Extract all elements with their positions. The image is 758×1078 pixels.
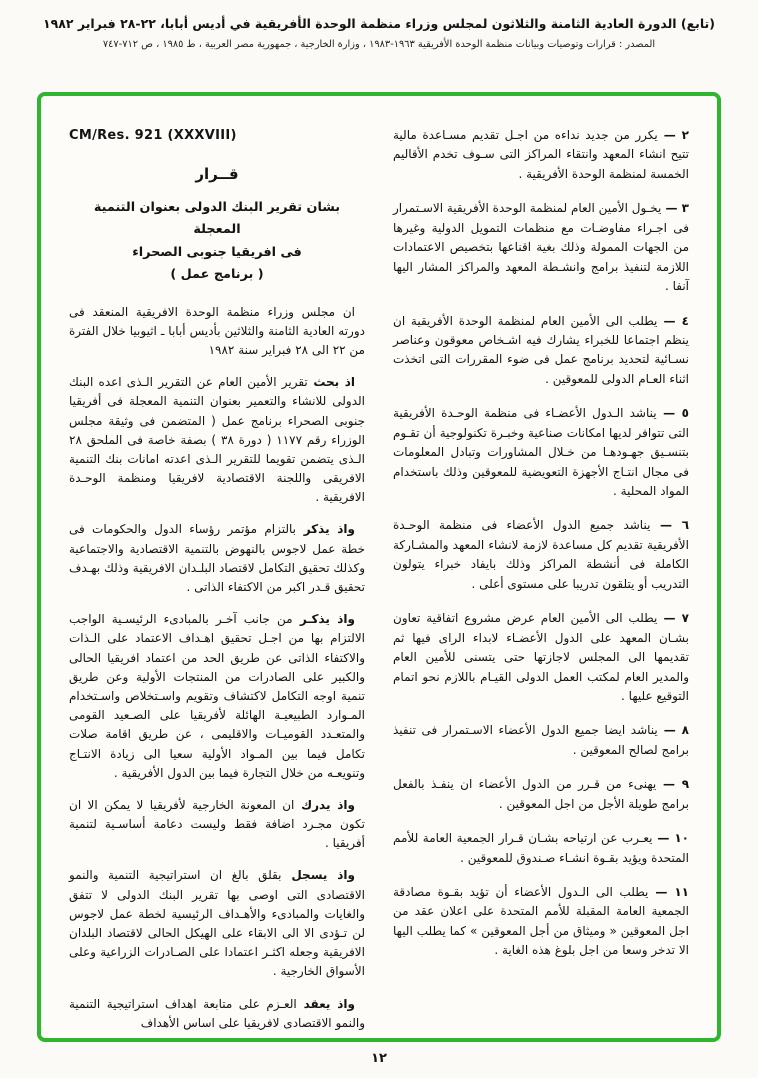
item-text: يعـرب عن ارتياحه بشـان قـرار الجمعية العامة للأمم المتحدة ويؤيد بقـوة انشـاء صـندوق للمعوقين .: [393, 831, 689, 865]
item-number: ٣ —: [661, 201, 689, 216]
paragraph-lead: اذ بحث: [307, 375, 356, 390]
resolution-body: [69, 303, 365, 1033]
page-header: [0, 0, 758, 50]
document-frame: [37, 92, 721, 1042]
item-number: ٢ —: [657, 128, 689, 142]
numbered-item: [393, 775, 689, 814]
item-number: ٤ —: [657, 313, 689, 328]
item-text: يهنىء من قـرر من الدول الأعضاء ان ينفـذ بالفعل برامج طويلة الأجل من اجل المعوقين .: [393, 777, 689, 811]
item-text: يناشد الـدول الأعضـاء فى منظمة الوحـدة الأفريقية التى تتوافر لديها امكانات صناعية وخبـرة تكنولوجية أن تقـوم بتنسـيق جهـودهـا من خـلال المشاورات وتبادل المعلومات فى مجال انتـاج الأجهزة التعويضية للمعوقين وذلك باستخدام المواد المحلية .: [393, 406, 689, 498]
numbered-item: [393, 516, 689, 594]
numbered-item: [393, 199, 689, 296]
paragraph-text: بقلق بالغ ان استراتيجية التنمية والنمو الاقتصادى التى اوصى بها تقرير البنك الدولى لا تتفق والغايات والمبادىء والأهـداف الرئيسية لخطة عمل لاجوس لن تـؤدى الا الى الابقاء على الهيكل الحالى لاقتصاد البلدان الافريقية وجعله اكثـر اعتمادا على الصـادرات الزراعية وعلى الأسواق الخارجية .: [69, 868, 365, 979]
resolution-title: قــرار: [195, 165, 239, 183]
paragraph-text: بالتزام مؤتمر رؤساء الدول والحكومات فى خطة عمل لاجوس بالنهوض بالتنمية الاقتصادية والاجتماعية وكذلك تحقيق التكامل لاقتصاد البلـدان الافريقية وذلك بهـدف تحقيق قـدر اكبر من الاكتفاء الذاتى .: [69, 522, 365, 594]
resolution-paragraph: [69, 796, 365, 854]
numbered-item: [393, 126, 689, 184]
left-column: [69, 126, 365, 1030]
item-text: يناشد جميع الدول الأعضاء فى منظمة الوحـدة الأفريقية تقديم كل مساعدة لازمة لانشاء المعهد والمشـاركة الكاملة فى أنشطة المراكز وذلك بايفاد خبراء يتولون التدريب أو يتلقون تدريبا على مستوى أعلى .: [393, 518, 689, 591]
item-number: ١٠ —: [652, 831, 689, 846]
resolution-paragraph: [69, 610, 365, 783]
header-title: (تابع) الدورة العادية الثامنة والثلاثون لمجلس وزراء منظمة الوحدة الأفريقية في أديس أبابا، ٢٢-٢٨ فبراير ١٩٨٢: [43, 16, 715, 31]
paragraph-lead: واذ يذكر: [296, 522, 355, 537]
resolution-paragraph: [69, 866, 365, 981]
resolution-subtitle-line: بشان تقرير البنك الدولى بعنوان التنمية المعجلة: [93, 200, 341, 238]
numbered-item: [393, 829, 689, 868]
resolution-reference: CM/Res. 921 (XXXVIII): [69, 128, 237, 143]
paragraph-text: ان المعونة الخارجية لأفريقيا لا يمكن الا ان تكون مجـرد اضافة فقط وليست دعامة أساسـية لتنمية أفريقيا .: [69, 797, 365, 851]
item-text: يناشد ايضا جميع الدول الأعضاء الاسـتمرار فى تنفيذ برامج لصالح المعوقين .: [393, 723, 689, 757]
resolution-paragraph: [69, 995, 365, 1033]
paragraph-text: تقرير الأمين العام عن التقرير الـذى اعده البنك الدولى للانشاء والتعمير بعنوان التنمية المعجلة فى أفريقيا جنوبى الصحراء برنامج عمل ( المتضمن فى وثيقة مجلس الوزراء رقم ١١٧٧ ( دورة ٣٨ ) بصفة خاصة فى الملحق ٢٨ الـذى يتضمن تقويما للتقرير الـذى اعدته امانات بنك التنمية الافريقى واللجنة الاقتصادية لافريقيا ومنظمة الوحـدة الافريقية .: [69, 375, 365, 505]
item-text: يطلب الى الـدول الأعضاء أن تؤيد بقـوة مصادقة الجمعية العامة المقبلة للأمم المتحدة على اعلان عقد من اجل المعوقين « وميثاق من أجل المعوقين » كما يطلب اليها الا تدخر وسعا من اجل بلوغ هذه الغاية .: [393, 885, 689, 958]
paragraph-text: ان مجلس وزراء منظمة الوحدة الافريقية المنعقد فى دورته العادية الثامنة والثلاثين بأديس أبابا ـ اثيوبيا خلال الفترة من ٢٢ الى ٢٨ فبراير سنة ١٩٨٢: [69, 304, 365, 357]
paragraph-text: من جانب آخـر بالمبادىء الرئيسـية الواجب الالتزام بها من اجـل تحقيق اهـداف الاعتماد على الـذات والاكتفاء الذاتى عن طريق الحد من اعتماد افريقيا الحالى والكبير على الصادرات من المنتجات الأولية وعن طريق تنمية اوجه التكامل لاكتشاف وتقويم واسـتخلاص واسـتخدام المـوارد الطبيعيـة الهائلة لأفريقيا على الصـعيد القومى والمتعـدد القوميـات والاقليمى ، عن طريق اقامة صلات تكامل فيما بين المـواد الأولية سعيا الى زيادة الانتـاج وتنويعـه من خلال التجارة فيما بين الدول الأفريقية .: [69, 612, 365, 780]
paragraph-lead: واذ يعقد: [296, 996, 355, 1011]
resolution-paragraph: [69, 303, 365, 361]
numbered-item: [393, 404, 689, 501]
paragraph-lead: واذ يدرك: [294, 797, 355, 812]
resolution-paragraph: [69, 373, 365, 507]
paragraph-text: العـزم على متابعة اهداف استراتيجية التنمية والنمو الاقتصادى لافريقيا على اساس الأهداف: [69, 996, 365, 1030]
item-text: يكرر من جديد نداءه من اجـل تقديم مسـاعدة مالية تتيح انشاء المعهد وانتقاء المراكز التى سـوف تخدم الأقاليم الخمسة لمنظمة الوحدة الأفريقية .: [393, 128, 689, 181]
paragraph-lead: واذ يسجل: [281, 868, 355, 883]
item-text: يخـول الأمين العام لمنظمة الوحدة الأفريقية الاسـتمرار فى اجـراء مفاوضـات مع منظمات التمويل الدولية وغيرها من الجهات الممولة وذلك بغية اقناعها بتخصيص الاعتمادات اللازمة لتنفيذ برامج وانشـطة المعهد والمراكز المشار اليها آنفا .: [393, 201, 689, 294]
two-column-layout: [69, 126, 690, 1030]
paragraph-lead: واذ يذكـر: [292, 612, 355, 627]
resolution-subtitle-line: ( برنامج عمل ): [170, 267, 264, 283]
item-number: ٥ —: [656, 406, 689, 421]
page-number: ١٢: [371, 1051, 387, 1066]
item-text: يطلب الى الأمين العام لمنظمة الوحدة الأفريقية ان ينظم اجتماعا للخبراء يشارك فيه اشـخاص معوقون وعناصر نسـائية لتحديد برنامج عمل فى ضوء المقررات التى اتخذت اثناء العـام الدولى للمعوقين .: [393, 313, 689, 386]
right-column: [393, 126, 689, 1020]
numbered-item: [393, 312, 689, 390]
numbered-item: [393, 883, 689, 961]
item-number: ٦ —: [650, 518, 690, 533]
item-number: ٧ —: [657, 611, 689, 626]
item-number: ١١ —: [648, 885, 689, 899]
resolution-subtitle: [69, 197, 365, 287]
item-number: ٨ —: [657, 723, 689, 738]
resolution-paragraph: [69, 520, 365, 597]
header-source: المصدر : قرارات وتوصيات وبيانات منظمة الوحدة الأفريقية ١٩٦٣-١٩٨٣ ، وزارة الخارجية ، جمهورية مصر العربية ، ط ١٩٨٥ ، ص ٧١٢-٧٤٧: [102, 39, 656, 50]
item-number: ٩ —: [656, 777, 690, 792]
resolution-subtitle-line: فى افريقيا جنوبى الصحراء: [132, 244, 302, 260]
item-text: يطلب الى الأمين العام عرض مشروع اتفاقية تعاون بشـان المعهد على الدول الأعضـاء لابداء الراى فيها ثم تقديمها الى المجلس لاجازتها حتى يتسنى للأمين العام والمدير العام لمكتب العمل الدولى القيـام باللازم نحو اتمام التوقيع عليها .: [393, 611, 689, 703]
numbered-item: [393, 721, 689, 760]
numbered-item: [393, 609, 689, 706]
